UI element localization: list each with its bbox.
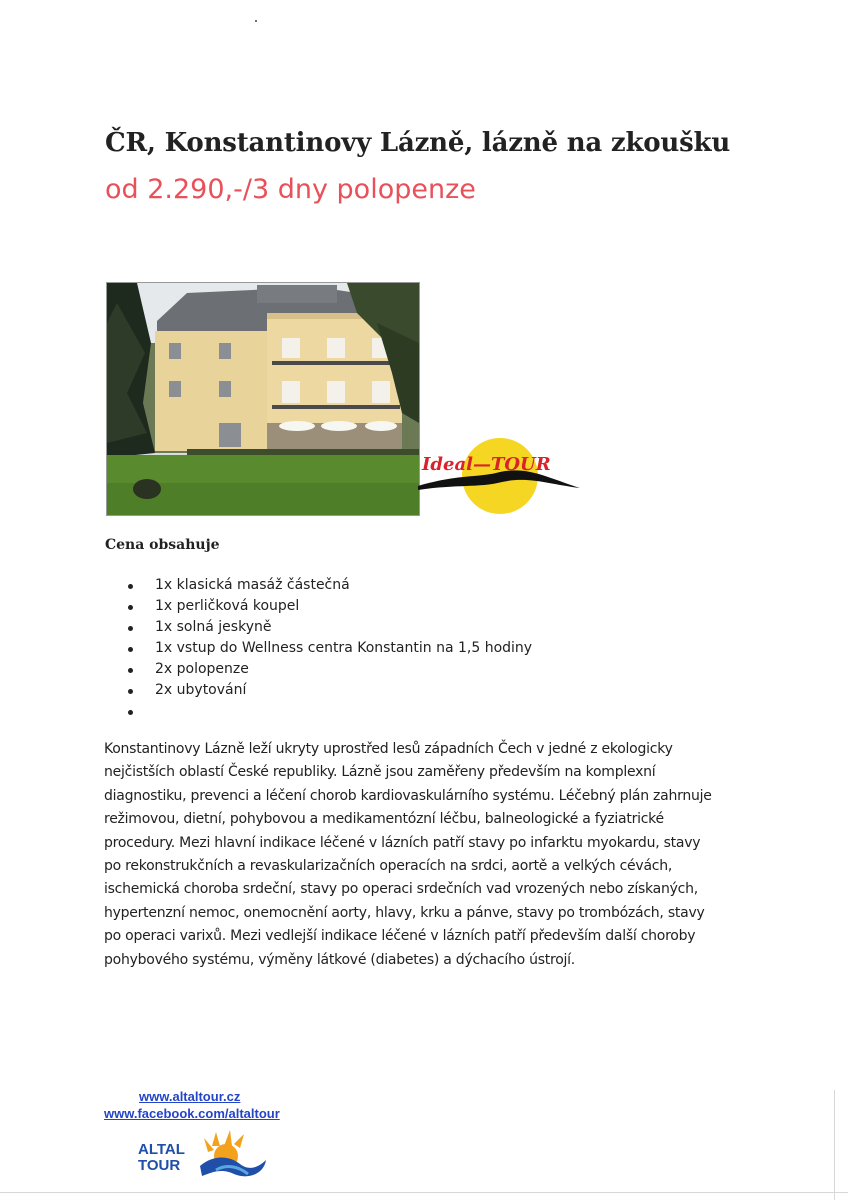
altal-tour-logo [130, 1126, 270, 1184]
includes-heading: Cena obsahuje [105, 537, 220, 553]
facebook-link[interactable]: www.facebook.com/altaltour [104, 1106, 280, 1121]
price-line: od 2.290,-/3 dny polopenze [105, 174, 476, 205]
website-link[interactable]: www.altaltour.cz [139, 1089, 241, 1104]
list-item: 1x perličková koupel [128, 596, 532, 617]
scan-speck [255, 20, 257, 22]
description-line: po operaci varixů. Mezi vedlejší indikace léčené v lázních patří především další choroby [104, 928, 696, 945]
list-item: 1x solná jeskyně [128, 617, 532, 638]
description-line: diagnostiku, prevenci a léčení chorob kardiovaskulárního systému. Léčebný plán zahrnuje [104, 787, 712, 804]
altal-tour-logo-graphic [130, 1126, 270, 1184]
description-line: režimovou, dietní, pohybovou a medikamentózní léčbu, balneologické a fyziatrické [104, 811, 664, 828]
hotel-photo-image [107, 283, 419, 515]
hotel-photo [106, 282, 420, 516]
description-paragraph [104, 738, 744, 972]
description-line: procedury. Mezi hlavní indikace léčené v lázních patří stavy po infarktu myokardu, stavy [104, 834, 701, 851]
description-line: pohybového systému, výměny látkové (diabetes) a dýchacího ústrojí. [104, 951, 575, 968]
ideal-tour-logo-text: Ideal—TOUR [422, 454, 551, 475]
ideal-tour-logo-graphic [418, 438, 583, 518]
list-item [128, 701, 532, 722]
scan-edge-vertical [834, 1090, 835, 1200]
logo-text-line1: ALTAL [138, 1141, 185, 1158]
description-line: Konstantinovy Lázně leží ukryty uprostřed lesů západních Čech v jedné z ekologicky [104, 741, 673, 757]
description-line: ischemická choroba srdeční, stavy po operaci srdečních vad vrozených nebo získaných, [104, 881, 698, 898]
description-line: po rekonstrukčních a revaskularizačních operacích na srdci, aortě a velkých cévách, [104, 858, 673, 875]
description-line: nejčistších oblastí České republiky. Lázně jsou zaměřeny především na komplexní [104, 764, 656, 781]
includes-list [128, 575, 532, 722]
scan-edge-horizontal [0, 1192, 848, 1193]
ideal-tour-badge [418, 438, 583, 518]
list-item: 1x klasická masáž částečná [128, 575, 532, 596]
list-item: 2x polopenze [128, 659, 532, 680]
logo-text-line2: TOUR [138, 1157, 181, 1174]
list-item: 2x ubytování [128, 680, 532, 701]
page-title: ČR, Konstantinovy Lázně, lázně na zkoušku [105, 128, 731, 158]
description-line: hypertenzní nemoc, onemocnění aorty, hlavy, krku a pánve, stavy po trombózách, stavy [104, 904, 705, 921]
list-item: 1x vstup do Wellness centra Konstantin na 1,5 hodiny [128, 638, 532, 659]
